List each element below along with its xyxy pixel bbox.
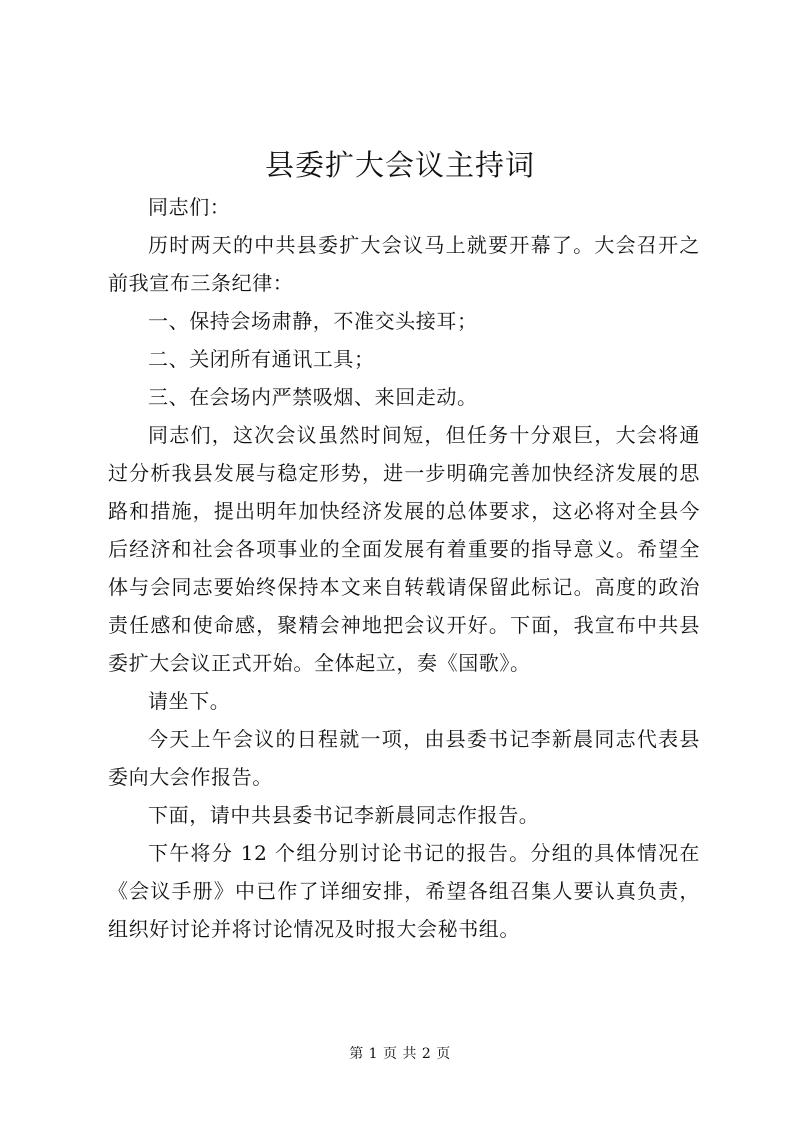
paragraph-main: 同志们，这次会议虽然时间短，但任务十分艰巨，大会将通过分析我县发展与稳定形势，进一步明确完善加快经济发展的思路和措施，提出明年加快经济发展的总体要求，这必将对全县今后经济和社会各项事业的全面发展有着重要的指导意义。希望全体与会同志要始终保持本文来自转载请保留此标记。高度的政治责任感和使命感，聚精会神地把会议开好。下面，我宣布中共县委扩大会议正式开始。全体起立，奏《国歌》。: [108, 423, 700, 675]
paragraph-opening: 历时两天的中共县委扩大会议马上就要开幕了。大会召开之前我宣布三条纪律：: [108, 233, 700, 295]
document-body: [108, 188, 700, 948]
paragraph-rule-3: 三、在会场内严禁吸烟、来回走动。: [148, 385, 478, 409]
paragraph-sit-down: 请坐下。: [148, 689, 231, 713]
paragraph-agenda: 今天上午会议的日程就一项，由县委书记李新晨同志代表县委向大会作报告。: [108, 727, 700, 789]
paragraph-afternoon: 下午将分 12 个组分别讨论书记的报告。分组的具体情况在《会议手册》中已作了详细安排，希望各组召集人要认真负责，组织好讨论并将讨论情况及时报大会秘书组。: [108, 841, 700, 941]
page-number-footer: 第 1 页 共 2 页: [349, 1046, 451, 1062]
paragraph-report: 下面，请中共县委书记李新晨同志作报告。: [148, 803, 540, 827]
paragraph-rule-1: 一、保持会场肃静，不准交头接耳；: [148, 309, 478, 333]
document-title: 县委扩大会议主持词: [264, 148, 535, 182]
paragraph-greeting: 同志们：: [148, 195, 231, 219]
paragraph-rule-2: 二、关闭所有通讯工具；: [148, 347, 375, 371]
